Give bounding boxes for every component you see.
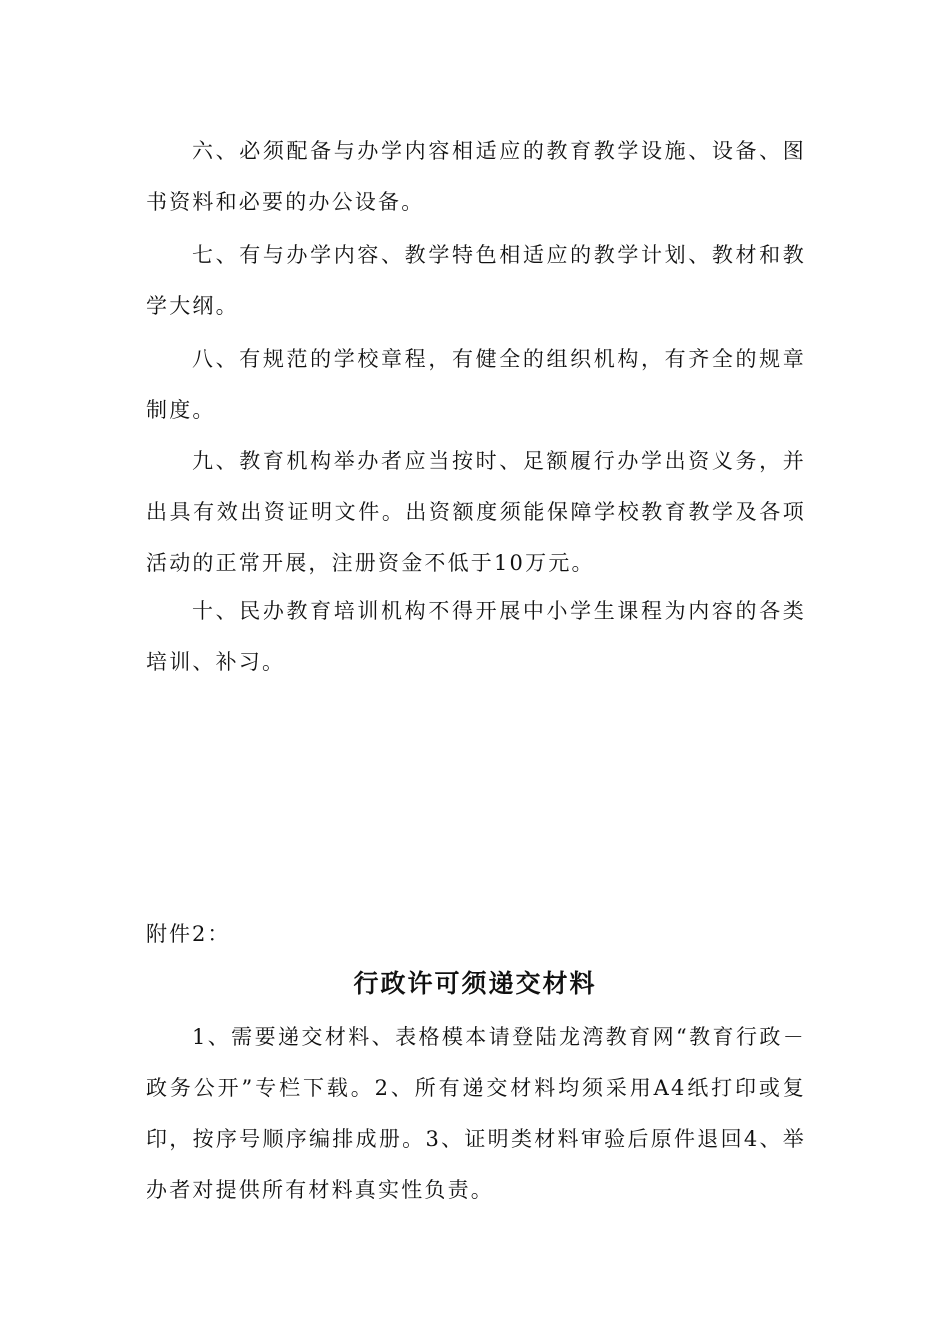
requirement-item-6: 六、必须配备与办学内容相适应的教育教学设施、设备、图书资料和必要的办公设备。 (146, 139, 806, 214)
requirement-item-8: 八、有规范的学校章程，有健全的组织机构，有齐全的规章制度。 (146, 347, 806, 422)
attachment-body: 1、需要递交材料、表格模本请登陆龙湾教育网“教育行政－政务公开”专栏下载。2、所有递交材料均须采用A4纸打印或复印，按序号顺序编排成册。3、证明类材料审验后原件退回4、举办者对提供所有材料真实性负责。 (146, 1025, 806, 1202)
attachment-label: 附件2： (146, 922, 231, 946)
attachment-title: 行政许可须递交材料 (353, 969, 597, 998)
requirement-item-7: 七、有与办学内容、教学特色相适应的教学计划、教材和教学大纲。 (146, 243, 806, 318)
requirement-item-9: 九、教育机构举办者应当按时、足额履行办学出资义务，并出具有效出资证明文件。出资额度须能保障学校教育教学及各项活动的正常开展，注册资金不低于10万元。 (146, 449, 806, 575)
requirement-item-10: 十、民办教育培训机构不得开展中小学生课程为内容的各类培训、补习。 (146, 599, 806, 674)
